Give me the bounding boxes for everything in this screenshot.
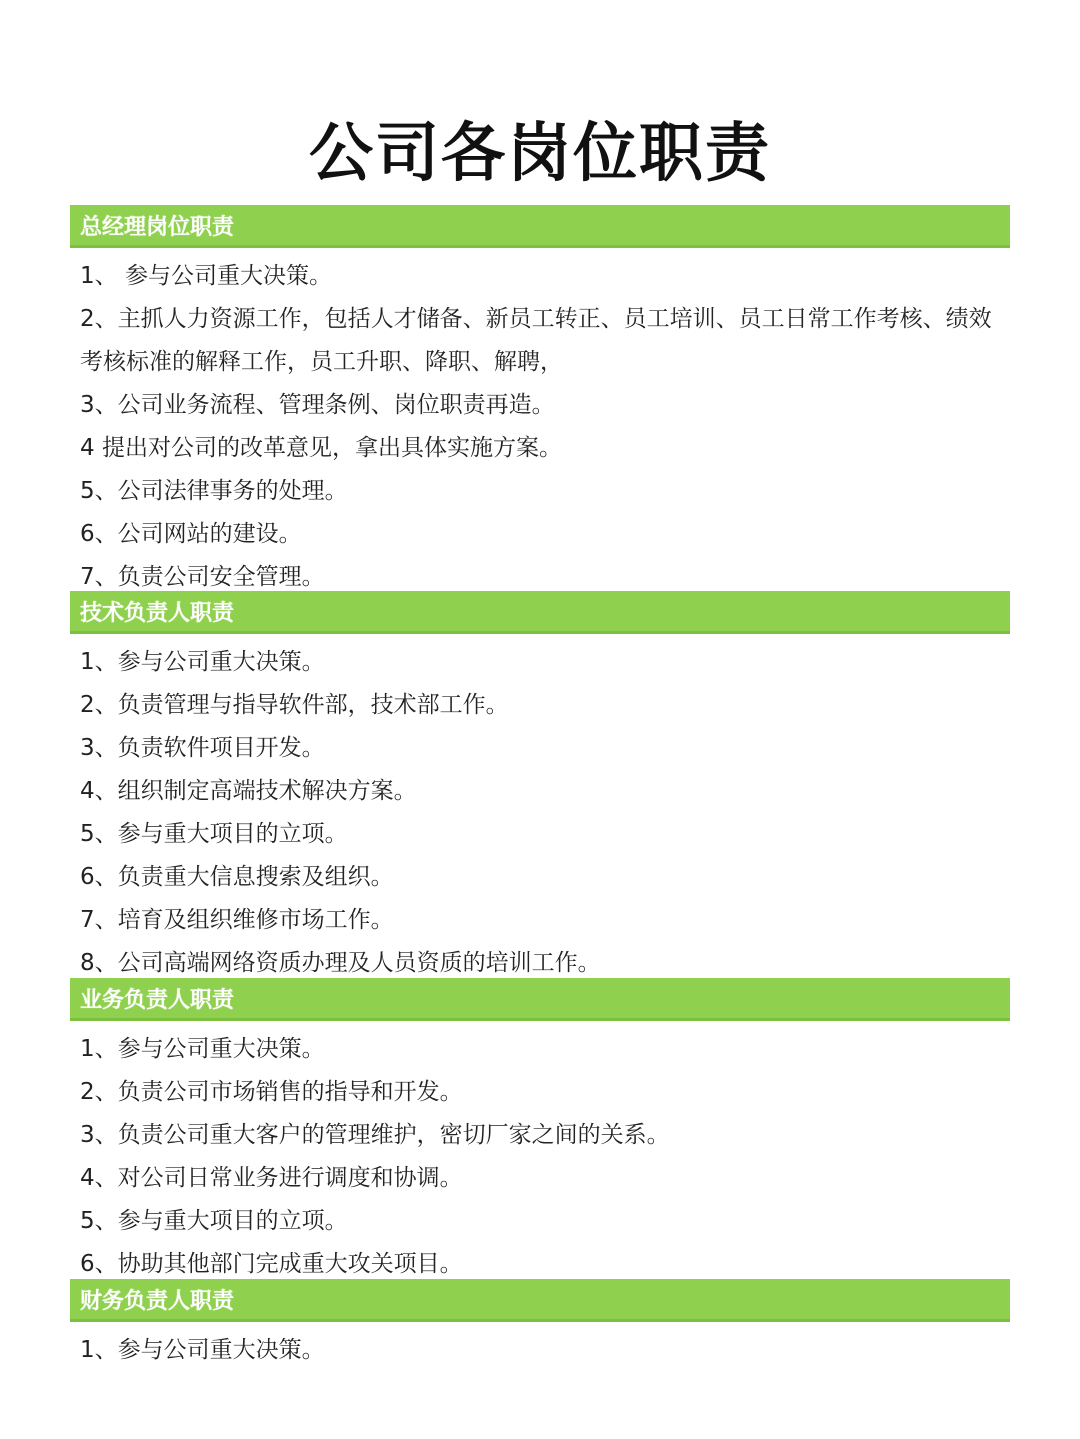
list-item: 6、公司网站的建设。 <box>80 521 302 547</box>
list-item: 3、公司业务流程、管理条例、岗位职责再造。 <box>80 392 555 418</box>
list-item: 2、负责公司市场销售的指导和开发。 <box>80 1079 463 1105</box>
list-item: 4、组织制定高端技术解决方案。 <box>80 778 417 804</box>
section-business-lead <box>70 978 1010 1279</box>
list-item: 5、参与重大项目的立项。 <box>80 1208 348 1234</box>
list-item: 2、主抓人力资源工作，包括人才储备、新员工转正、员工培训、员工日常工作考核、绩效考核标准的解释工作，员工升职、降职、解聘， <box>80 306 992 375</box>
section-body-business-lead <box>70 1021 1010 1279</box>
list-item: 6、协助其他部门完成重大攻关项目。 <box>80 1251 463 1277</box>
list-item: 4、对公司日常业务进行调度和协调。 <box>80 1165 463 1191</box>
list-item: 7、培育及组织维修市场工作。 <box>80 907 394 933</box>
responsibilities-document <box>70 205 1010 1372</box>
page-title: 公司各岗位职责 <box>309 117 771 191</box>
section-header-technical-lead: 技术负责人职责 <box>70 591 1010 634</box>
list-item: 3、负责软件项目开发。 <box>80 735 325 761</box>
section-technical-lead <box>70 591 1010 978</box>
list-item: 5、公司法律事务的处理。 <box>80 478 348 504</box>
section-body-general-manager <box>70 248 1010 591</box>
list-item: 1、参与公司重大决策。 <box>80 1036 325 1062</box>
section-body-finance-lead <box>70 1322 1010 1372</box>
section-header-general-manager: 总经理岗位职责 <box>70 205 1010 248</box>
list-item: 2、负责管理与指导软件部，技术部工作。 <box>80 692 509 718</box>
list-item: 1、参与公司重大决策。 <box>80 1337 325 1363</box>
section-finance-lead <box>70 1279 1010 1372</box>
list-item: 1、 参与公司重大决策。 <box>80 263 332 289</box>
list-item: 8、公司高端网络资质办理及人员资质的培训工作。 <box>80 950 601 976</box>
section-header-business-lead: 业务负责人职责 <box>70 978 1010 1021</box>
list-item: 3、负责公司重大客户的管理维护，密切厂家之间的关系。 <box>80 1122 670 1148</box>
list-item: 4 提出对公司的改革意见，拿出具体实施方案。 <box>80 435 562 461</box>
list-item: 7、负责公司安全管理。 <box>80 564 325 590</box>
list-item: 1、参与公司重大决策。 <box>80 649 325 675</box>
section-header-finance-lead: 财务负责人职责 <box>70 1279 1010 1322</box>
list-item: 5、参与重大项目的立项。 <box>80 821 348 847</box>
list-item: 6、负责重大信息搜索及组织。 <box>80 864 394 890</box>
section-general-manager <box>70 205 1010 591</box>
section-body-technical-lead <box>70 634 1010 978</box>
